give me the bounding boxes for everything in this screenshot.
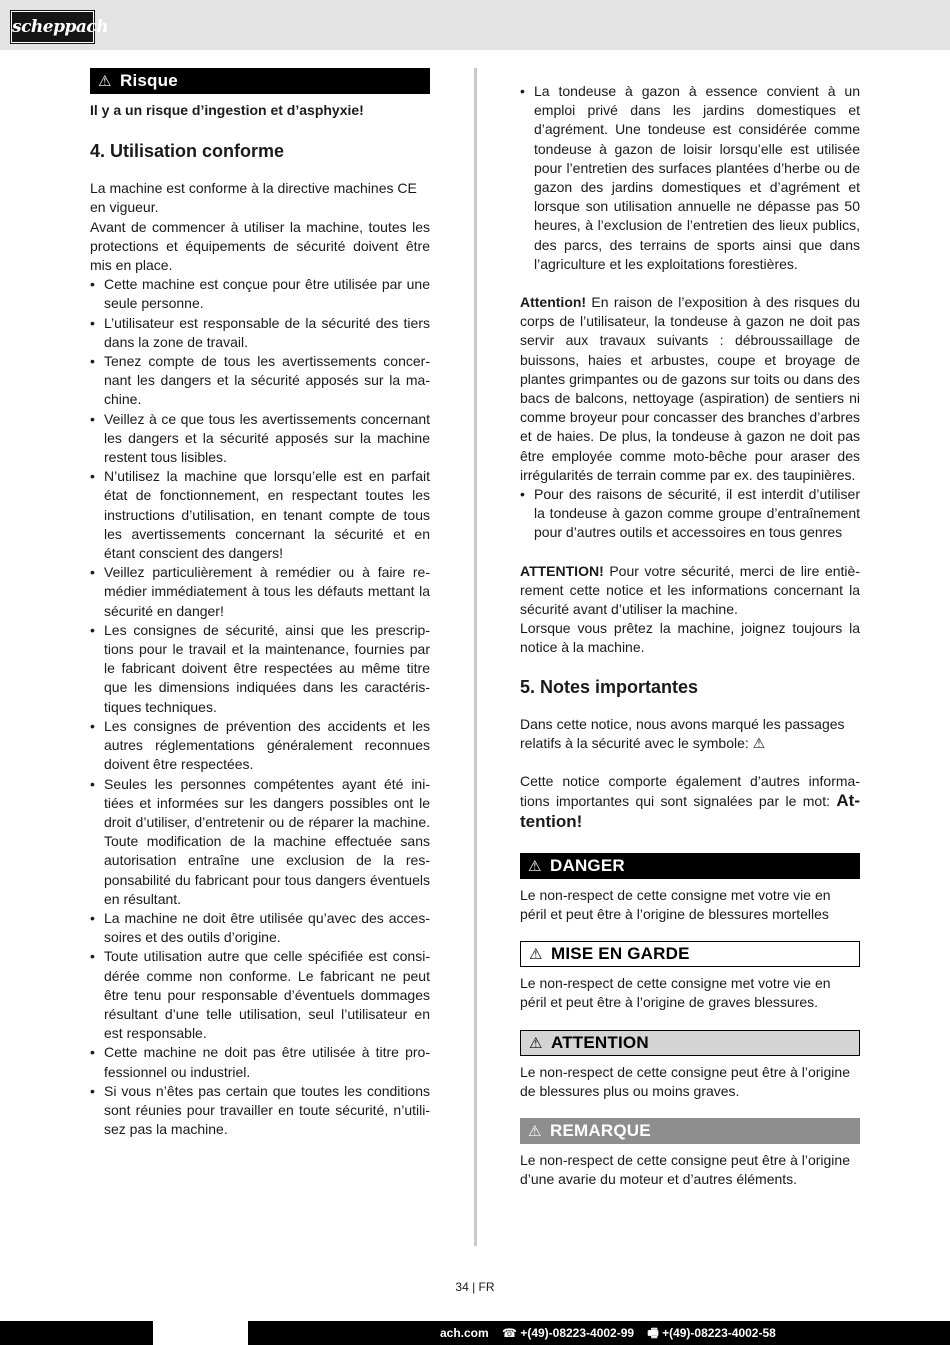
mower-bullet-list	[520, 82, 860, 274]
list-item: • Veillez à ce que tous les avertissements concernant les dangers et la sécurité apposés sur la machine restent tous lisibles.	[90, 410, 430, 468]
warning-title: MISE EN GARDE	[551, 944, 690, 964]
notice-text: Le non-respect de cette consigne peut être à l’origine d’une avarie du moteur et d’autres éléments.	[520, 1151, 850, 1188]
safety-bullet-list	[520, 485, 860, 543]
warning-banner	[520, 941, 860, 967]
attention2-paragraph	[520, 562, 860, 620]
list-item: • Si vous n’êtes pas certain que toutes les conditions sont réunies pour travailler en toute sécurité, n’utilisez pas la machine.	[90, 1082, 430, 1140]
list-item: • Tenez compte de tous les avertissements concernant les dangers et la sécurité apposés sur la machine.	[90, 352, 430, 410]
notes-attention-word: Attention!	[520, 791, 860, 831]
warning-triangle-icon: ⚠	[529, 946, 543, 964]
list-item: • Veillez particulièrement à remédier ou à faire remédier immédiatement à tous les défauts mettant la sécurité en danger!	[90, 563, 430, 621]
warning-triangle-icon: ⚠	[529, 1034, 543, 1052]
lend-paragraph: Lorsque vous prêtez la machine, joignez toujours la notice à la machine.	[520, 620, 860, 656]
warning-text: Le non-respect de cette consigne met votre vie en péril et peut être à l’origine de graves blessures.	[520, 975, 831, 1011]
warning-triangle-icon: ⚠	[98, 73, 112, 90]
list-item: • Cette machine est conçue pour être utilisée par une seule personne.	[90, 275, 430, 313]
intro-paragraph: La machine est conforme à la directive machines CE en vigueur.	[90, 180, 417, 216]
risk-banner-title: Risque	[120, 71, 178, 90]
column-divider	[474, 68, 477, 1246]
attention2-label: ATTENTION!	[520, 562, 604, 579]
notes-text: Cette notice comporte également d’autres informations importantes qui sont signalées par le mot:	[520, 773, 860, 810]
list-item: • Les consignes de sécurité, ainsi que les prescriptions pour le travail et la maintenance, fournies par le fabricant doivent être respectées au même titre que les dimensions indiquées dans les caractéristiques techniques.	[90, 621, 430, 717]
page-header	[0, 0, 950, 50]
list-item: • Toute utilisation autre que celle spécifiée est considérée comme non conforme. Le fabricant ne peut être tenu pour responsable d’éventuels dommages résultant d’une telle utilisation, seul l’utilisateur en est responsable.	[90, 947, 430, 1043]
intro-paragraph-2: Avant de commencer à utiliser la machine, toutes les protections et équipements de sécurité doivent être mis en place.	[90, 218, 430, 274]
caution-banner	[520, 1030, 860, 1056]
usage-bullet-list	[90, 275, 430, 1139]
website-text: ach.com	[440, 1326, 489, 1340]
caution-title: ATTENTION	[551, 1032, 649, 1052]
notes-paragraph-1: Dans cette notice, nous avons marqué les passages relatifs à la sécurité avec le symbole: ⚠	[520, 715, 845, 751]
notice-title: REMARQUE	[550, 1120, 651, 1140]
section-5-title: 5. Notes importantes	[520, 676, 699, 697]
left-column	[90, 68, 430, 1139]
list-item: • Cette machine ne doit pas être utilisée à titre professionnel ou industriel.	[90, 1043, 430, 1081]
list-item: • L’utilisateur est responsable de la sécurité des tiers dans la zone de travail.	[90, 314, 430, 352]
warning-triangle-icon: ⚠	[528, 1122, 542, 1140]
list-item: • Les consignes de prévention des accidents et les autres réglementations généralement reconnues doivent être respectées.	[90, 717, 430, 775]
caution-text: Le non-respect de cette consigne peut être à l’origine de blessures plus ou moins graves.	[520, 1063, 850, 1099]
list-item: • La tondeuse à gazon à essence convient à un emploi privé dans les jardins domestiques et d’agrément. Une tondeuse est considérée comme tondeuse à gazon de loisir lorsqu’elle est utilisée pour l’entretien des surfaces plantées d’herbe ou de gazon des jardins domestiques et d’agrément et lorsque son utilisation annuelle ne dépasse pas 50 heures, à l’exclusion de l’entretien des lieux publics, des parcs, des terrains de sports ainsi que dans l’agriculture et les exploitations forestières.	[520, 82, 860, 274]
danger-title: DANGER	[550, 855, 625, 875]
attention-paragraph	[520, 293, 860, 485]
page-number: 34 | FR	[455, 1280, 495, 1294]
right-column	[520, 82, 860, 1189]
attention-text: En raison de l’exposition à des risques du corps de l’utilisateur, la tondeuse à gazon ne doit pas servir aux travaux suivants : débroussaillage de buissons, haies et arbustes, coupe et broyage de plantes grimpantes ou de gazons sur toits ou dans des bacs de balcons, nettoyage (aspiration) de sentiers ni comme broyeur pour concasser des branches d’arbres et de haies. De plus, la tondeuse à gazon ne doit pas être employée comme moto-bêche pour araser des irrégularités de terrain comme par ex. des taupinières.	[520, 294, 860, 483]
list-item: • Pour des raisons de sécurité, il est interdit d’utiliser la tondeuse à gazon comme groupe d’entraînement pour d’autres outils et accessoires en tous genres	[520, 485, 860, 543]
risk-banner	[90, 68, 430, 94]
list-item: • La machine ne doit être utilisée qu’avec des accessoires et des outils d’origine.	[90, 909, 430, 947]
phone-number: ☎ +(49)-08223-4002-99	[502, 1326, 635, 1340]
attention2-text: Pour votre sécurité, merci de lire entièrement cette notice et les informations concernant la sécurité avant d’utiliser la machine.	[520, 562, 860, 618]
section-4-title: 4. Utilisation conforme	[90, 141, 285, 162]
danger-banner	[520, 853, 860, 879]
fax-number: 🖷 +(49)-08223-4002-58	[647, 1326, 776, 1340]
list-item: • Seules les personnes compétentes ayant été initiées et informées sur les dangers possibles ont le droit d’utiliser, d’entretenir ou de réparer la machine. Toute modification de la machine effectuée sans autorisation entraîne une exclusion de la responsabilité du fabricant pour tous dangers éventuels en résultant.	[90, 775, 430, 909]
footer-white-block	[153, 1321, 248, 1345]
attention-label: Attention!	[520, 294, 587, 311]
brand-logo: scheppach	[11, 11, 94, 43]
risk-text: Il y a un risque d’ingestion et d’asphyxie!	[90, 102, 364, 118]
notice-banner	[520, 1118, 860, 1144]
notes-paragraph-2	[520, 772, 860, 832]
list-item: • N’utilisez la machine que lorsqu’elle est en parfait état de fonctionnement, en respectant toutes les instructions d’utilisation, en tenant compte de tous les avertissements concernant la sécurité et en étant conscient des dangers!	[90, 467, 430, 563]
danger-text: Le non-respect de cette consigne met votre vie en péril et peut être à l’origine de blessures mortelles	[520, 886, 831, 922]
footer-contact	[440, 1321, 786, 1345]
warning-triangle-icon: ⚠	[528, 857, 542, 875]
